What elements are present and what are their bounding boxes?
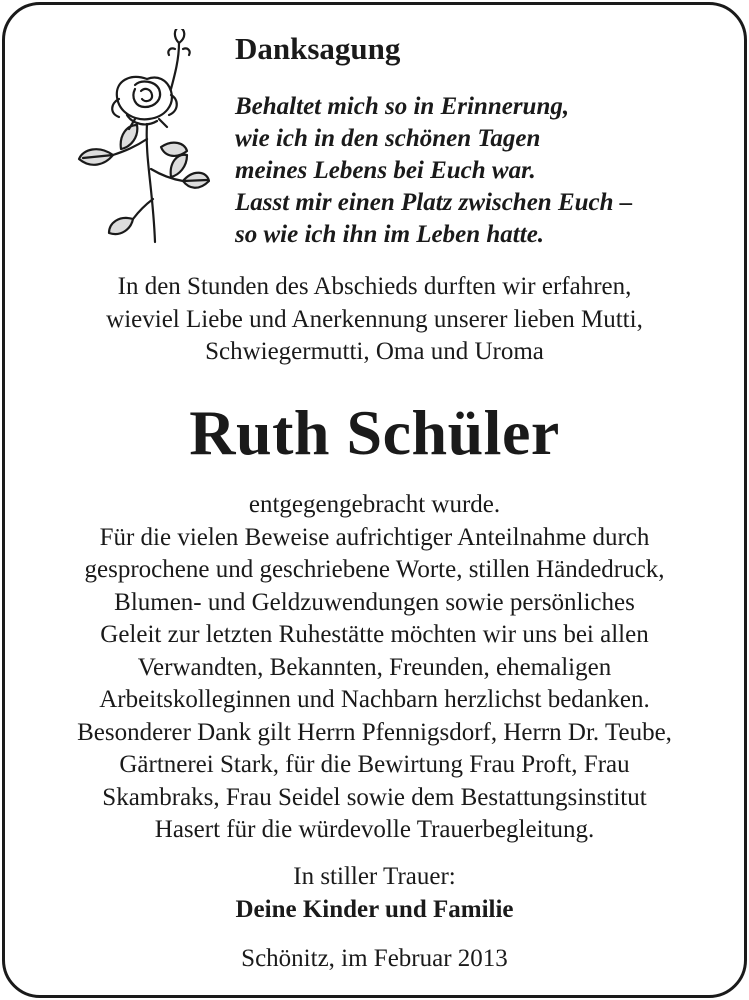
deceased-name: Ruth Schüler — [189, 397, 560, 468]
body-line: Hasert für die würdevolle Trauerbegleitung. — [154, 816, 595, 843]
intro-line: In den Stunden des Abschieds durften wir erfahren, — [117, 273, 632, 300]
body-line: Arbeitskolleginnen und Nachbarn herzlichst bedanken. — [99, 686, 650, 713]
place-date: Schönitz, im Februar 2013 — [241, 945, 508, 972]
body-line: Skambraks, Frau Seidel sowie dem Bestattungsinstitut — [102, 783, 647, 811]
mourning-line: In stiller Trauer: — [293, 863, 456, 890]
signature-block — [5, 860, 744, 926]
heading: Danksagung — [235, 31, 401, 66]
body-line: Blumen- und Geldzuwendungen sowie persönliches — [114, 588, 635, 616]
body-line: Besonderer Dank gilt Herrn Pfennigsdorf, Herrn Dr. Teube, — [77, 718, 672, 746]
verse — [235, 91, 632, 251]
thanks-paragraph — [5, 489, 744, 847]
verse-line: wie ich in den schönen Tagen — [235, 125, 541, 152]
intro-line: wieviel Liebe und Anerkennung unserer lieben Mutti, — [106, 305, 643, 333]
intro-line: Schwiegermutti, Oma und Uroma — [205, 338, 544, 365]
body-line: Geleit zur letzten Ruhestätte möchten wir uns bei allen — [100, 621, 649, 648]
body-line: Verwandten, Bekannten, Freunden, ehemaligen — [137, 653, 612, 681]
verse-line: so wie ich ihn im Leben hatte. — [235, 221, 545, 248]
body-line: gesprochene und geschriebene Worte, stillen Händedruck, — [84, 556, 665, 583]
verse-line: Lasst mir einen Platz zwischen Euch – — [235, 189, 633, 216]
body-line: Für die vielen Beweise aufrichtiger Anteilnahme durch — [99, 523, 650, 551]
obituary-card — [2, 2, 747, 998]
intro-paragraph — [5, 271, 744, 369]
body-line: entgegengebracht wurde. — [248, 491, 501, 518]
body-line: Gärtnerei Stark, für die Bewirtung Frau Proft, Frau — [119, 751, 630, 778]
verse-line: meines Lebens bei Euch war. — [235, 157, 536, 184]
rose-icon — [75, 29, 210, 244]
verse-line: Behaltet mich so in Erinnerung, — [235, 93, 570, 120]
family-line: Deine Kinder und Familie — [235, 896, 514, 923]
